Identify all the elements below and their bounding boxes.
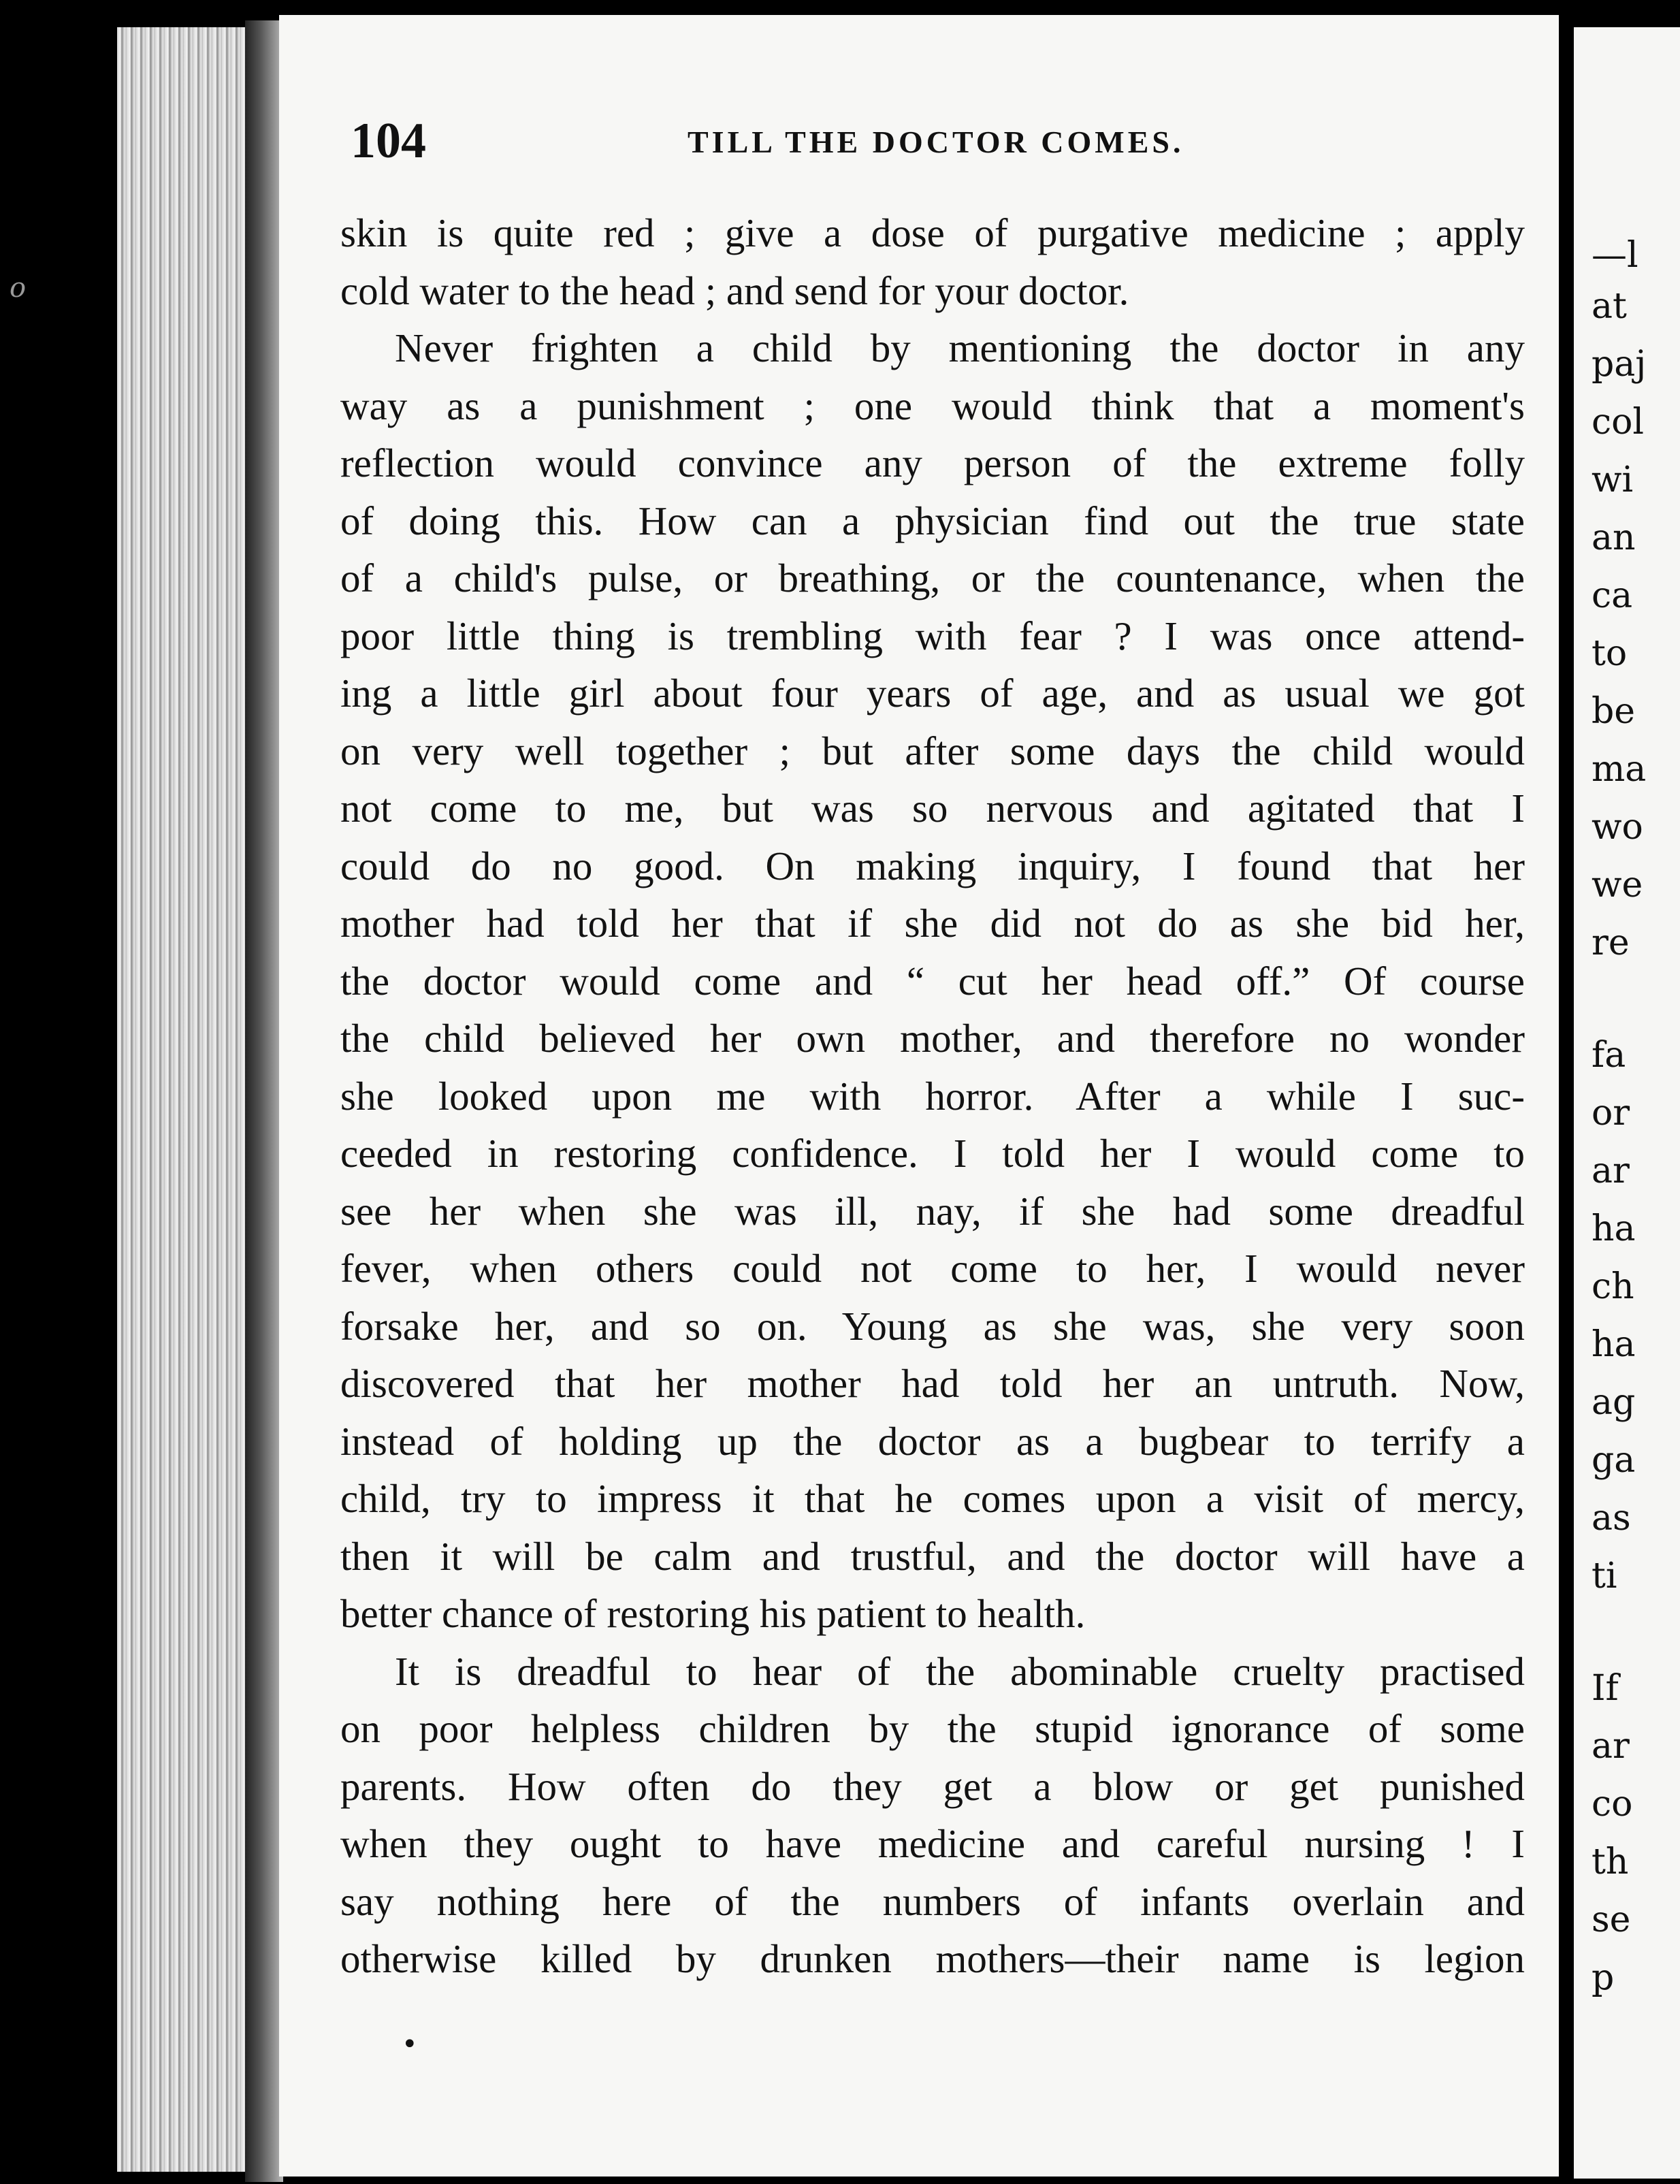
spine-shadow — [245, 20, 283, 2182]
facing-fragment: or — [1592, 1093, 1630, 1134]
text-line: the doctor would come and “ cut her head off.” Of course — [340, 958, 1525, 1003]
facing-fragment: we — [1592, 865, 1643, 905]
facing-fragment: ag — [1592, 1382, 1636, 1423]
facing-fragment: ha — [1592, 1208, 1636, 1249]
page-number: 104 — [351, 113, 426, 169]
text-line: on poor helpless children by the stupid ignorance of some — [340, 1706, 1525, 1751]
text-line: when they ought to have medicine and careful nursing ! I — [340, 1821, 1525, 1866]
text-line: skin is quite red ; give a dose of purgative medicine ; apply — [340, 210, 1525, 255]
facing-fragment: col — [1592, 402, 1645, 443]
text-line: ing a little girl about four years of age, and as usual we got — [340, 671, 1525, 716]
facing-fragment: co — [1592, 1784, 1633, 1825]
facing-fragment: wi — [1592, 460, 1634, 500]
facing-fragment: ch — [1592, 1266, 1634, 1307]
text-line: way as a punishment ; one would think that a moment's — [340, 383, 1525, 428]
facing-page — [1574, 27, 1680, 2179]
text-line: the child believed her own mother, and therefore no wonder — [340, 1016, 1525, 1061]
facing-fragment: ar — [1592, 1726, 1630, 1767]
text-line: say nothing here of the numbers of infants overlain and — [340, 1878, 1525, 1924]
body-text — [340, 204, 1525, 1988]
text-line: forsake her, and so on. Young as she was, she very soon — [340, 1303, 1525, 1349]
facing-fragment: at — [1592, 286, 1627, 327]
text-line: fever, when others could not come to her, I would never — [340, 1246, 1525, 1291]
text-line: of doing this. How can a physician find out the true state — [340, 498, 1525, 543]
facing-fragment: re — [1592, 922, 1630, 963]
text-line: otherwise killed by drunken mothers—their name is legion — [340, 1936, 1525, 1981]
facing-fragment: ar — [1592, 1151, 1630, 1191]
text-line: she looked upon me with horror. After a while I suc- — [340, 1073, 1525, 1119]
facing-fragment: wo — [1592, 807, 1643, 848]
facing-fragment: ti — [1592, 1556, 1617, 1596]
text-line: child, try to impress it that he comes upon a visit of mercy, — [340, 1476, 1525, 1521]
facing-fragment: to — [1592, 633, 1628, 674]
facing-fragment: paj — [1592, 344, 1647, 385]
text-line: not come to me, but was so nervous and agitated that I — [340, 786, 1525, 831]
running-head: TILL THE DOCTOR COMES. — [688, 125, 1184, 159]
text-line: parents. How often do they get a blow or get punished — [340, 1763, 1525, 1809]
text-line: mother had told her that if she did not do as she bid her, — [340, 901, 1525, 946]
text-line: poor little thing is trembling with fear ? I was once attend- — [340, 613, 1525, 658]
facing-fragment: ma — [1592, 749, 1647, 790]
facing-fragment: th — [1592, 1842, 1629, 1882]
facing-fragment: If — [1592, 1668, 1619, 1709]
facing-fragment: ha — [1592, 1324, 1636, 1365]
facing-fragment: fa — [1592, 1035, 1626, 1076]
facing-fragment: as — [1592, 1498, 1631, 1539]
text-line: Never frighten a child by mentioning the doctor in any — [395, 325, 1525, 370]
facing-fragment: p — [1592, 1957, 1615, 1998]
facing-fragment: be — [1592, 691, 1636, 732]
text-line: reflection would convince any person of the extreme folly — [340, 440, 1525, 485]
margin-mark: o — [10, 272, 27, 304]
facing-fragment: se — [1592, 1899, 1631, 1940]
text-line: instead of holding up the doctor as a bugbear to terrify a — [340, 1418, 1525, 1464]
text-line: then it will be calm and trustful, and the doctor will have a — [340, 1533, 1525, 1579]
bullet-mark: • — [402, 2029, 418, 2060]
text-line: discovered that her mother had told her an untruth. Now, — [340, 1361, 1525, 1406]
facing-fragment: an — [1592, 517, 1636, 558]
facing-fragment: ga — [1592, 1440, 1636, 1481]
text-line: better chance of restoring his patient to health. — [340, 1591, 1086, 1636]
facing-fragment: —l — [1592, 235, 1638, 276]
text-line: It is dreadful to hear of the abominable cruelty practised — [395, 1648, 1525, 1694]
text-line: of a child's pulse, or breathing, or the countenance, when the — [340, 556, 1525, 600]
text-line: see her when she was ill, nay, if she had some dreadful — [340, 1188, 1525, 1234]
facing-fragment: ca — [1592, 575, 1633, 616]
text-line: could do no good. On making inquiry, I found that her — [340, 843, 1525, 888]
text-line: ceeded in restoring confidence. I told her I would come to — [340, 1131, 1525, 1176]
text-line: cold water to the head ; and send for your doctor. — [340, 268, 1129, 313]
text-line: on very well together ; but after some days the child would — [340, 728, 1525, 773]
